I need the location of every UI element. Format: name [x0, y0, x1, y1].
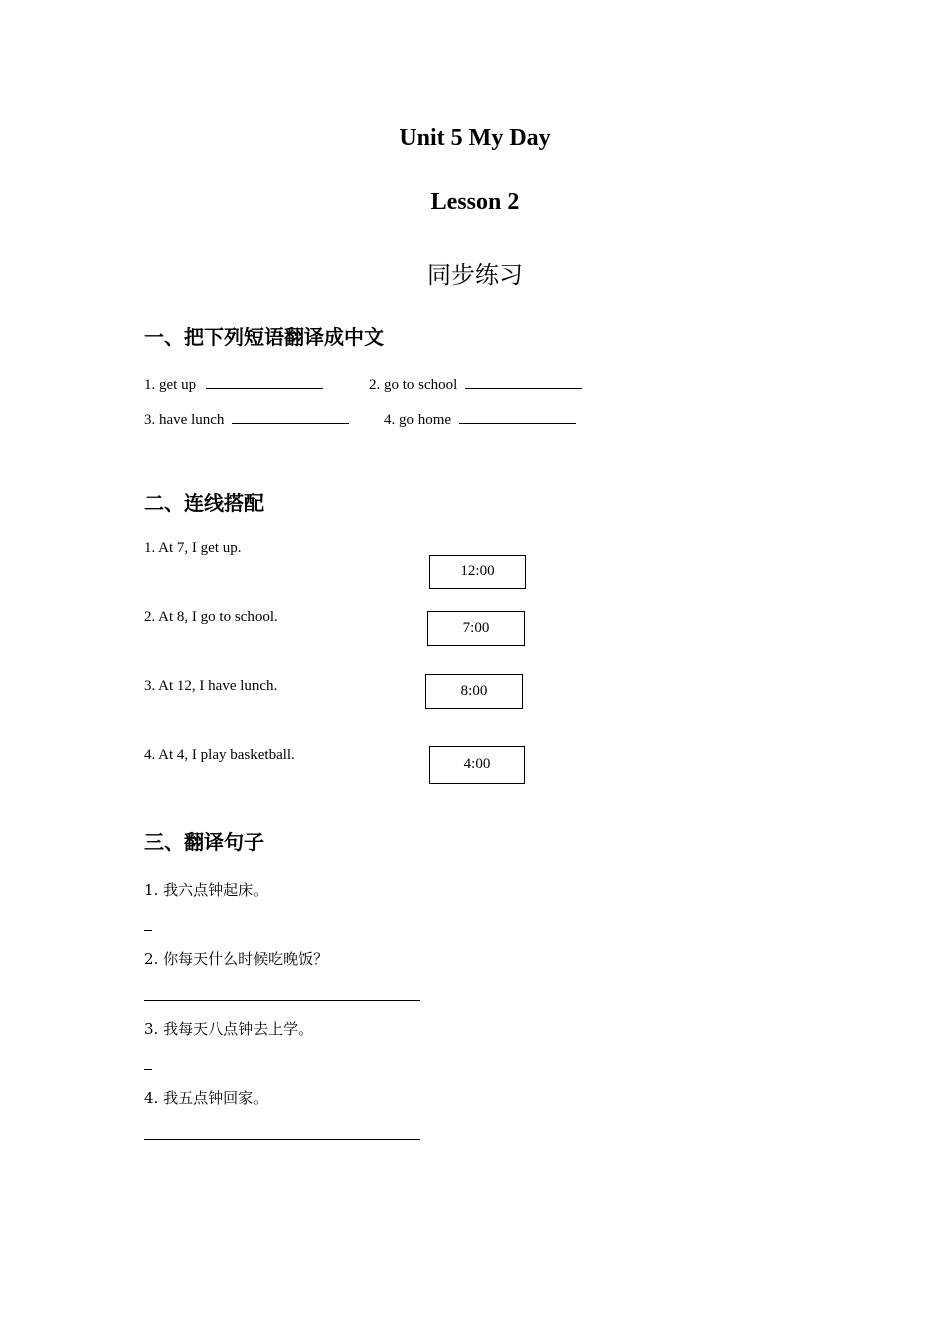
answer-blank[interactable] — [232, 409, 349, 424]
phrase-label: 3. have lunch — [144, 412, 225, 428]
unit-title: Unit 5 My Day — [399, 125, 551, 151]
time-box-2[interactable]: 7:00 — [427, 611, 525, 646]
section2-heading: 二、连线搭配 — [144, 491, 264, 515]
time-box-1[interactable]: 12:00 — [429, 555, 526, 589]
phrase-label: 1. get up — [144, 377, 197, 393]
answer-line-2[interactable] — [144, 1000, 420, 1001]
answer-blank[interactable] — [206, 374, 323, 389]
match-sentence-1: 1. At 7, I get up. — [144, 540, 242, 556]
phrase-item-2 — [369, 374, 582, 394]
match-sentence-3: 3. At 12, I have lunch. — [144, 678, 278, 694]
phrase-item-1 — [144, 374, 323, 394]
answer-line-3[interactable] — [144, 1069, 152, 1070]
lesson-title: Lesson 2 — [430, 189, 520, 215]
phrase-label: 2. go to school — [369, 377, 458, 393]
answer-blank[interactable] — [465, 374, 582, 389]
translate-sentence-3: 3. 我每天八点钟去上学。 — [144, 1020, 314, 1038]
translate-sentence-2: 2. 你每天什么时候吃晚饭？ — [144, 950, 329, 968]
time-box-4[interactable]: 4:00 — [429, 746, 525, 784]
phrase-item-3 — [144, 409, 349, 429]
phrase-item-4 — [384, 409, 576, 429]
section1-heading: 一、把下列短语翻译成中文 — [144, 325, 384, 349]
match-sentence-4: 4. At 4, I play basketball. — [144, 747, 295, 763]
answer-line-4[interactable] — [144, 1139, 420, 1140]
answer-line-1[interactable] — [144, 930, 152, 931]
section3-heading: 三、翻译句子 — [144, 830, 264, 854]
match-sentence-2: 2. At 8, I go to school. — [144, 609, 278, 625]
answer-blank[interactable] — [459, 409, 576, 424]
translate-sentence-1: 1. 我六点钟起床。 — [144, 881, 269, 899]
practice-title: 同步练习 — [427, 261, 523, 289]
phrase-label: 4. go home — [384, 412, 452, 428]
time-box-3[interactable]: 8:00 — [425, 674, 523, 709]
translate-sentence-4: 4. 我五点钟回家。 — [144, 1089, 269, 1107]
